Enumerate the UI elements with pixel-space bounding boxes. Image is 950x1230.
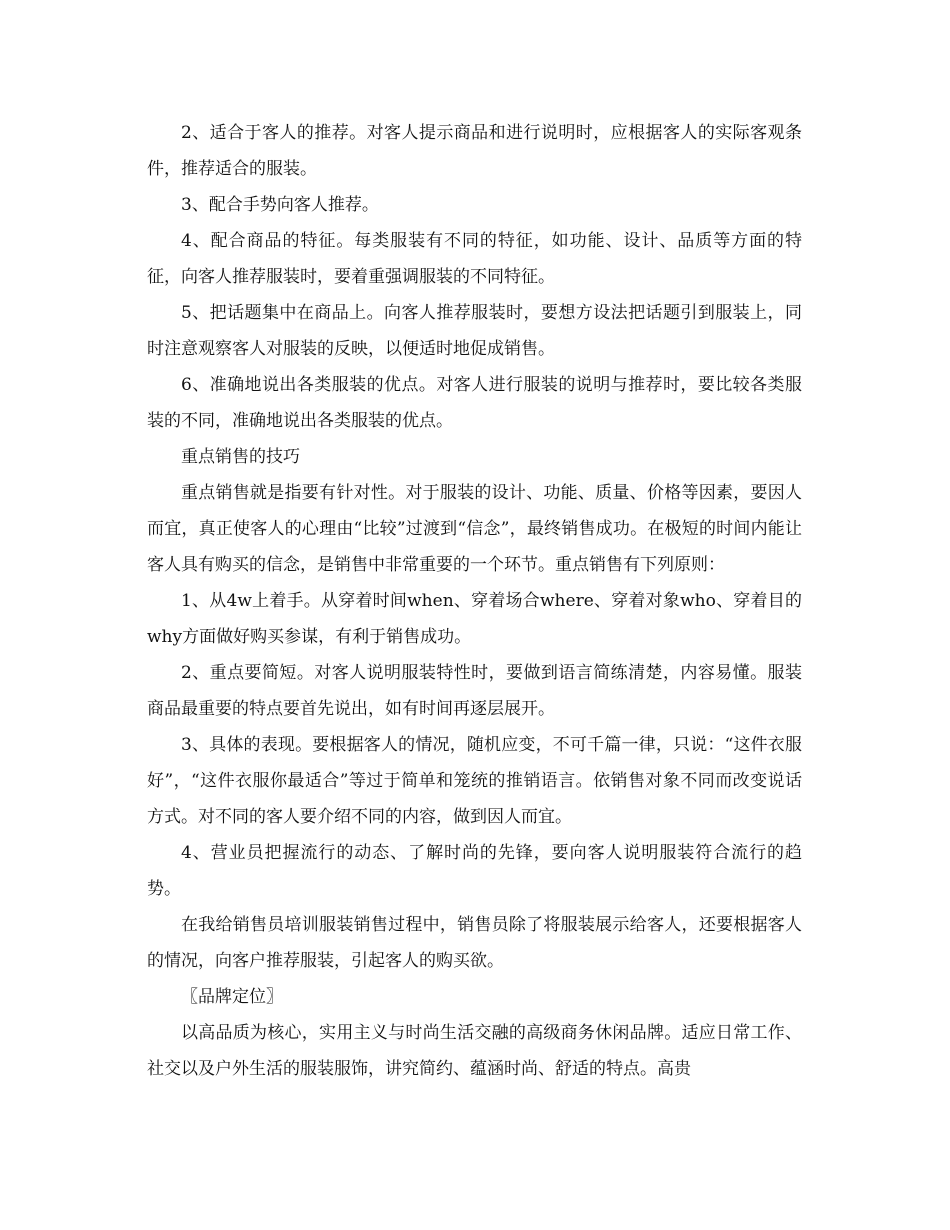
paragraph-specific: 3、具体的表现。要根据客人的情况，随机应变，不可千篇一律，只说：“这件衣服好”，“这件衣服你最适合”等过于简单和笼统的推销语言。依销售对象不同而改变说话方式。对不同的客人要介绍不同的内容，做到因人而宜。 — [147, 735, 802, 827]
paragraph-4w: 1、从4w上着手。从穿着时间when、穿着场合where、穿着对象who、穿着目的why方面做好购买参谋，有利于销售成功。 — [147, 591, 802, 647]
paragraph-features: 4、配合商品的特征。每类服装有不同的特征，如功能、设计、品质等方面的特征，向客人推荐服装时，要着重强调服装的不同特征。 — [147, 231, 802, 287]
paragraph-recommend-suitable: 2、适合于客人的推荐。对客人提示商品和进行说明时，应根据客人的实际客观条件，推荐适合的服装。 — [147, 123, 802, 179]
paragraph-focus-topic: 5、把话题集中在商品上。向客人推荐服装时，要想方设法把话题引到服装上，同时注意观察客人对服装的反映，以便适时地促成销售。 — [147, 303, 802, 359]
document-body — [147, 115, 802, 1087]
paragraph-brand: 以高品质为核心，实用主义与时尚生活交融的高级商务休闲品牌。适应日常工作、社交以及户外生活的服装服饰，讲究简约、蕴涵时尚、舒适的特点。高贵 — [147, 1023, 802, 1079]
paragraph-key-sales-intro: 重点销售就是指要有针对性。对于服装的设计、功能、质量、价格等因素，要因人而宜，真正使客人的心理由“比较”过渡到“信念”，最终销售成功。在极短的时间内能让客人具有购买的信念，是销售中非常重要的一个环节。重点销售有下列原则： — [147, 483, 802, 575]
paragraph-training: 在我给销售员培训服装销售过程中，销售员除了将服装展示给客人，还要根据客人的情况，向客户推荐服装，引起客人的购买欲。 — [147, 915, 802, 971]
paragraph-advantages: 6、准确地说出各类服装的优点。对客人进行服装的说明与推荐时，要比较各类服装的不同，准确地说出各类服装的优点。 — [147, 375, 802, 431]
paragraph-trend: 4、营业员把握流行的动态、了解时尚的先锋，要向客人说明服装符合流行的趋势。 — [147, 843, 802, 899]
section-heading-key-sales: 重点销售的技巧 — [181, 447, 300, 467]
paragraph-gesture: 3、配合手势向客人推荐。 — [181, 195, 379, 215]
paragraph-brief: 2、重点要简短。对客人说明服装特性时，要做到语言简练清楚，内容易懂。服装商品最重要的特点要首先说出，如有时间再逐层展开。 — [147, 663, 802, 719]
section-heading-brand: 〖品牌定位〗 — [181, 987, 283, 1007]
